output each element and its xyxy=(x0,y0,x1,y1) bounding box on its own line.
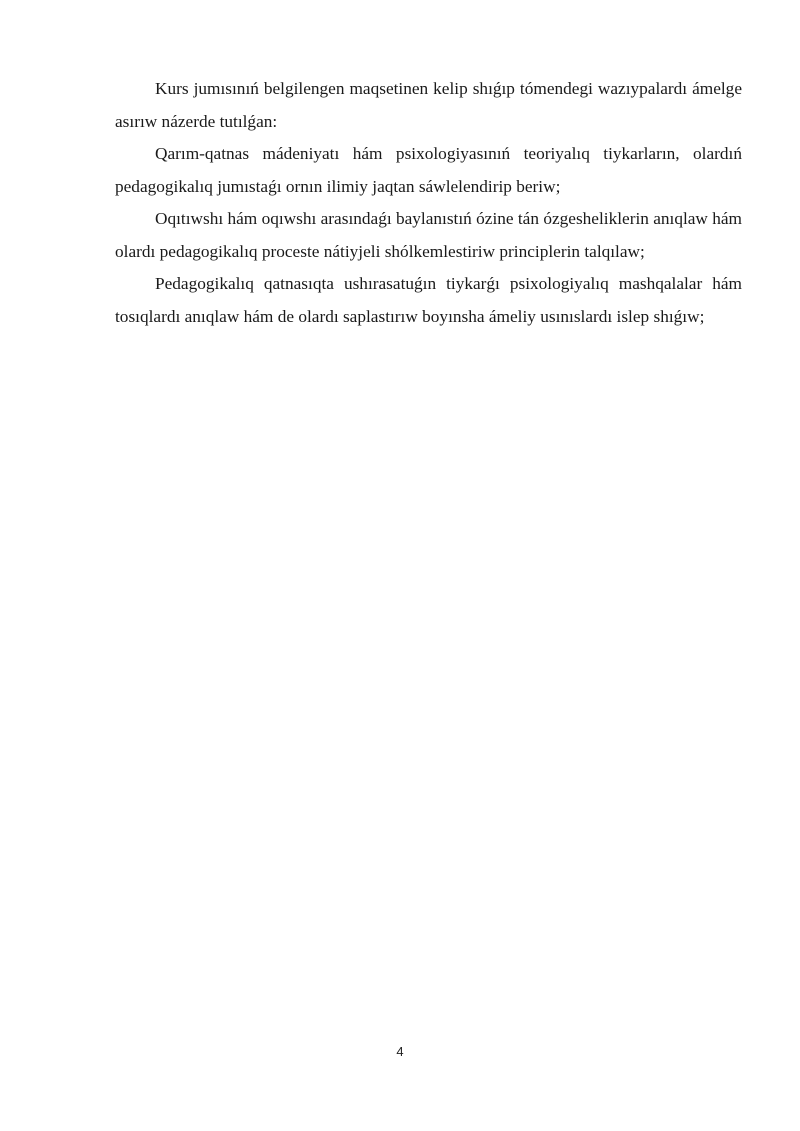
page-number: 4 xyxy=(396,1044,404,1059)
paragraph-task-3: Pedagogikalıq qatnasıqta ushırasatuǵın tiykarǵı psixologiyalıq mashqalalar hám tosıqlardı anıqlaw hám de olardı saplastırıw boyınsha ámeliy usınıslardı islep shıǵıw; xyxy=(115,274,742,326)
paragraph-task-2: Oqıtıwshı hám oqıwshı arasındaǵı baylanıstıń ózine tán ózgesheliklerin anıqlaw hám olardı pedagogikalıq proceste nátiyjeli shólkemlestiriw principlerin talqılaw; xyxy=(115,209,742,261)
paragraph-intro: Kurs jumısınıń belgilengen maqsetinen kelip shıǵıp tómendegi wazıypalardı ámelge asırıw názerde tutılǵan: xyxy=(115,79,742,131)
paragraph-task-1: Qarım-qatnas mádeniyatı hám psixologiyasınıń teoriyalıq tiykarların, olardıń pedagogikalıq jumıstaǵı ornın ilimiy jaqtan sáwlelendirip beriw; xyxy=(115,144,742,196)
document-body xyxy=(115,73,742,333)
